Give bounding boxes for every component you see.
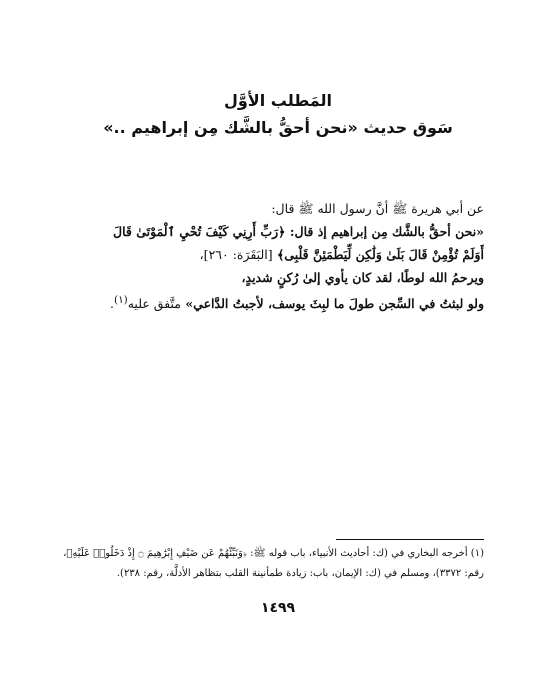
quran-verse-start: ﴿رَبِّ أَرِنِي كَيْفَ تُحْيِ ٱلْمَوْتَىٰ قَالَ [113,224,286,239]
hadith-line-2 [62,243,484,266]
narration-chain: عن أبي هريرة ﷺ أنَّ رسول الله ﷺ قال: [271,201,484,216]
footnote-1-line-1: (١) أخرجه البخاري في (ك: أحاديث الأنبياء، باب قوله ﷺ: ﴿وَنَبِّئْهُمْ عَن ضَيْفِ إِبْرَٰهِيمَ ۝ إِذْ دَخَلُوا۟ عَلَيْهِ﴾، [63,548,484,559]
section-heading [60,90,496,140]
sentence-end: . [110,296,115,312]
footnote-divider [336,539,484,540]
footnote-1-line-2: رقم: ٣٣٧٢)، ومسلم في (ك: الإيمان، باب: زيادة طمأنينة القلب بتظاهر الأدلَّة، رقم: ٢٣٨). [116,568,484,579]
hadith-text [62,197,484,315]
hadith-line-3: ويرحمُ الله لوطًا، لقد كان يأوي إلىٰ رُكنٍ شديدٍ، [241,270,484,285]
hadith-text-end: ولو لبثتُ في السِّجن طولَ ما لبِثَ يوسف، لأجبتُ الدَّاعي» [181,296,484,312]
footnote-marker[interactable]: (١) [114,294,128,306]
hadith-line-1 [62,220,484,243]
verse-reference: [البَقَرَة: ٢٦٠]، [199,247,273,262]
section-subtitle: سَوق حديث «نحن أحقُّ بالشَّك مِن إبراهيم ..» [103,118,453,137]
section-title: المَطلب الأوَّل [223,91,333,110]
quran-verse-end: أَوَلَمْ تُؤْمِنْ قَالَ بَلَىٰ وَلَٰكِن لِّيَطْمَئِنَّ قَلْبِى﴾ [272,247,484,262]
hadith-text-start: «نحن أحقُّ بالشَّك مِن إبراهيم إذ قال: [285,224,484,239]
takhrij-label: متَّفق عليه [127,296,181,312]
hadith-line-4 [62,289,484,315]
page-number: ١٤٩٩ [260,600,296,616]
footnotes [58,544,484,584]
